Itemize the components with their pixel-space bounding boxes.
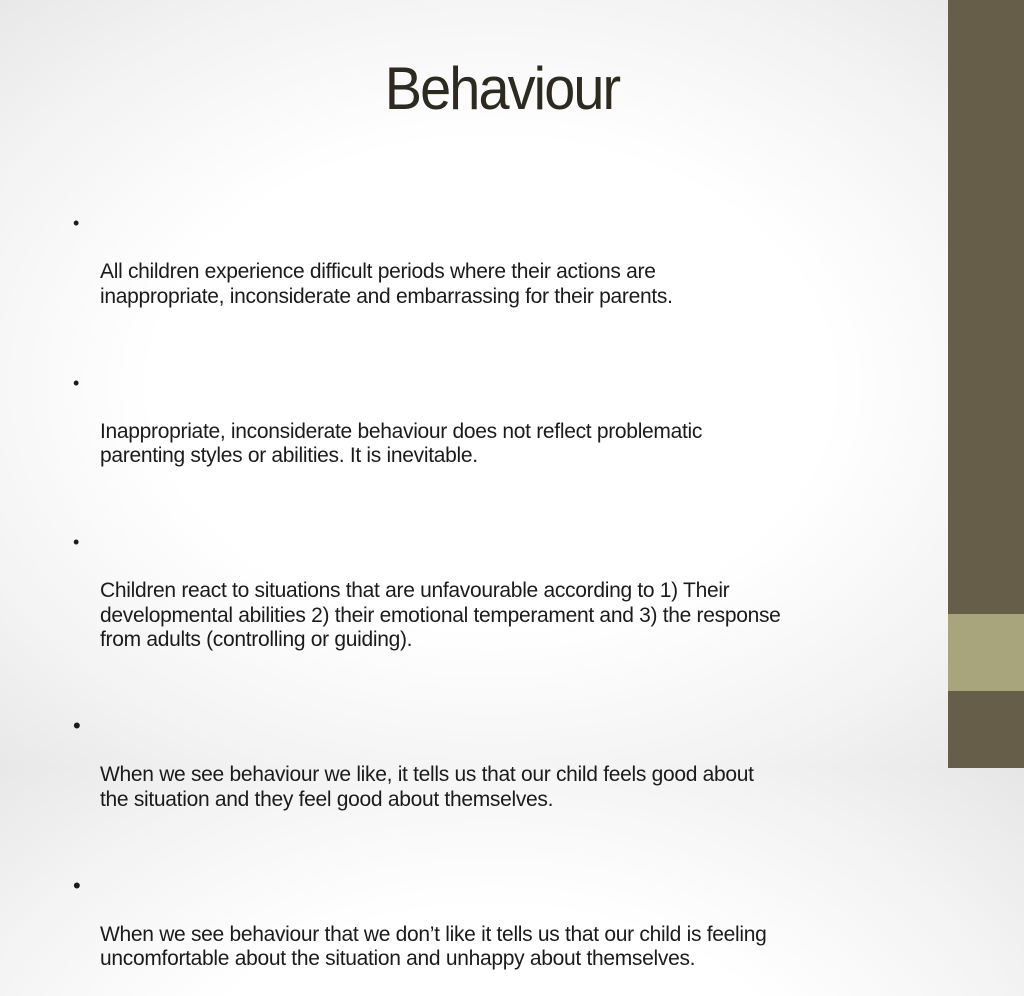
bullet-item xyxy=(72,211,972,334)
bullet-item xyxy=(72,371,972,494)
bullet-icon: • xyxy=(73,714,80,739)
bullet-icon: • xyxy=(73,371,79,396)
bullet-icon: • xyxy=(73,211,79,236)
bullet-text: All children experience difficult periods where their actions are inappropriate, inconsiderate and embarrassing for their parents. xyxy=(100,260,972,309)
bullet-text: When we see behaviour that we don’t like it tells us that our child is feeling uncomfortable about the situation and unhappy about themselves. xyxy=(100,923,972,972)
bullet-icon: • xyxy=(73,530,79,555)
slide-title: Behaviour xyxy=(35,56,969,122)
bullet-item xyxy=(72,714,972,837)
bullet-text: Inappropriate, inconsiderate behaviour does not reflect problematic parenting styles or abilities. It is inevitable. xyxy=(100,420,972,469)
bullet-text: When we see behaviour we like, it tells us that our child feels good about the situation and they feel good about themselves. xyxy=(100,763,972,812)
bullet-text: Children react to situations that are unfavourable according to 1) Their developmental abilities 2) their emotional temperament and 3) the response from adults (controlling or guiding). xyxy=(100,579,972,653)
bullet-icon: • xyxy=(73,874,80,899)
bullet-item xyxy=(72,874,972,996)
bullet-list xyxy=(72,211,972,996)
bullet-item xyxy=(72,530,972,677)
